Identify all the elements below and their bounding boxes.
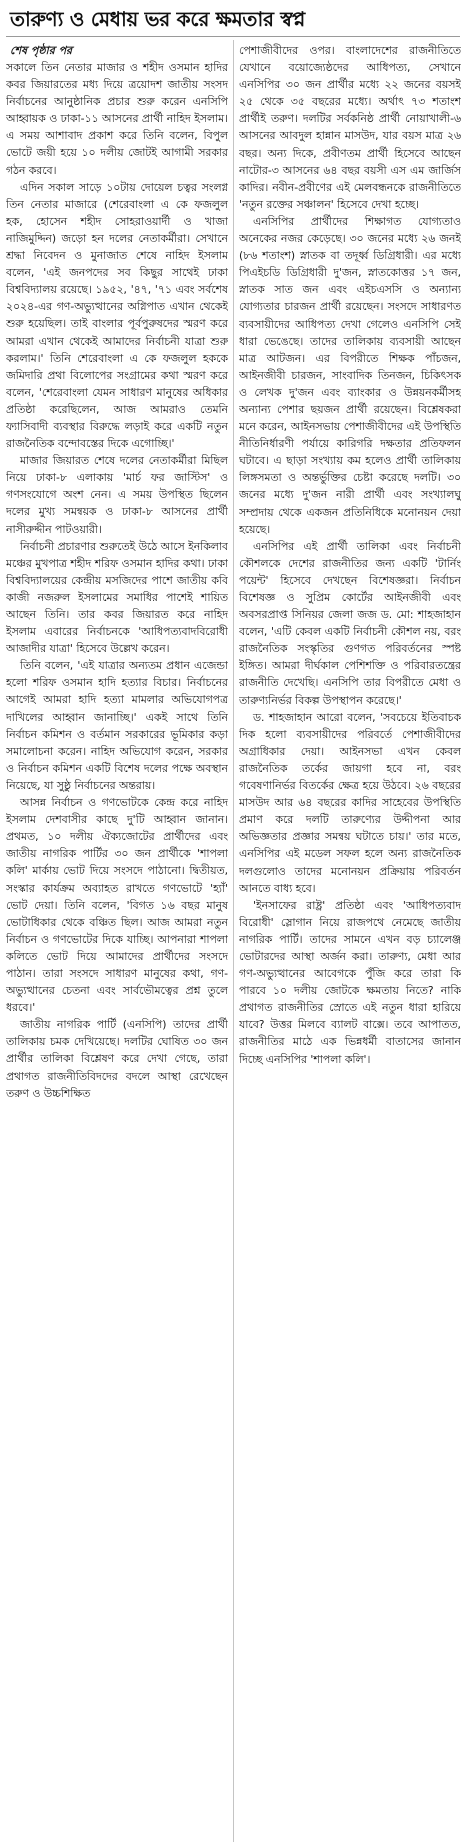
- paragraph: ড. শাহজাহান আরো বলেন, 'সবচেয়ে ইতিবাচক দিক হলো ব্যবসায়ীদের পরিবর্তে পেশাজীবীদের অগ্রাধিকার দেয়া। আইনসভা এখন কেবল রাজনৈতিক তর্কের জায়গা হবে না, বরং গবেষণানির্ভর বিতর্কের ক্ষেত্র হয়ে উঠবে। ২৬ বছরের মাসউদ আর ৬৪ বছরের কাদির সাহেবের উপস্থিতি প্রমাণ করে দলটি তারুণ্যের উদ্দীপনা আর অভিজ্ঞতার প্রজ্ঞার সমন্বয় ঘটাতে চায়।' তার মতে, এনসিপির এই মডেল সফল হলে অন্য রাজনৈতিক দলগুলোও তাদের মনোনয়ন প্রক্রিয়ায় পরিবর্তন আনতে বাধ্য হবে।: [239, 710, 461, 895]
- paragraph: নির্বাচনী প্রচারণার শুরুতেই উঠে আসে ইনকিলাব মঞ্চের মুখপাত্র শহীদ শরিফ ওসমান হাদির কথা। ঢাকা বিশ্ববিদ্যালয়ের কেন্দ্রীয় মসজিদের পাশে জাতীয় কবি কাজী নজরুল ইসলামের সমাধির পাশেই শায়িত আছেন তিনি। তার কবর জিয়ারত করে নাহিদ ইসলাম এবারের নির্বাচনকে 'আধিপত্যবাদবিরোধী আজাদীর যাত্রা' হিসেবে উল্লেখ করেন।: [6, 539, 228, 656]
- paragraph: পেশাজীবীদের ওপর। বাংলাদেশের রাজনীতিতে যেখানে বয়োজ্যেষ্ঠদের আধিপত্য, সেখানে এনসিপির ৩০ জন প্রার্থীর মধ্যে ২২ জনের বয়সই ২৫ থেকে ৩৫ বছরের মধ্যে। অর্থাৎ ৭৩ শতাংশ প্রার্থীই তরুণ। দলটির সর্বকনিষ্ঠ প্রার্থী নোয়াখালী-৬ আসনের আবদুল হান্নান মাসউদ, যার বয়স মাত্র ২৬ বছর। অন্য দিকে, প্রবীণতম প্রার্থী হিসেবে আছেন নাটোর-৩ আসনের ৬৪ বছর বয়সী এস এম জার্জিস কাদির। নবীন-প্রবীণের এই মেলবন্ধনকে রাজনীতিতে 'নতুন রক্তের সঞ্চালন' হিসেবে দেখা হচ্ছে।: [239, 44, 461, 211]
- paragraph: মাজার জিয়ারত শেষে দলের নেতাকর্মীরা মিছিল নিয়ে ঢাকা-৮ এলাকায় 'মার্চ ফর জাস্টিস' ও গণসংযোগে অংশ নেন। এ সময় উপস্থিত ছিলেন দলের মুখ্য সমন্বয়ক ও ঢাকা-৮ আসনের প্রার্থী নাসীরুদ্দীন পাটওয়ারী।: [6, 454, 228, 536]
- paragraph: এনসিপির প্রার্থীদের শিক্ষাগত যোগ্যতাও অনেকের নজর কেড়েছে। ৩০ জনের মধ্যে ২৬ জনই (৮৬ শতাংশ) স্নাতক বা তদূর্ধ্ব ডিগ্রিধারী। এর মধ্যে পিএইচডি ডিগ্রিধারী দু'জন, স্নাতকোত্তর ১৭ জন, স্নাতক সাত জন এবং এইচএসসি ও অন্যান্য যোগ্যতার চারজন প্রার্থী রয়েছেন। সংসদে সাধারণত ব্যবসায়ীদের আধিপত্য দেখা গেলেও এনসিপি সেই ধারা ভেঙেছে। তাদের তালিকায় ব্যবসায়ী আছেন মাত্র আটজন। এর বিপরীতে শিক্ষক পাঁচজন, আইনজীবী চারজন, সাংবাদিক তিনজন, চিকিৎসক ও লেখক দু'জন এবং ব্যাংকার ও উন্নয়নকর্মীসহ অন্যান্য পেশার ছয়জন প্রার্থী রয়েছেন। বিশ্লেষকরা মনে করেন, আইনসভায় পেশাজীবীদের এই উপস্থিতি নীতিনির্ধারণী পর্যায়ে কারিগরি দক্ষতার প্রতিফলন ঘটাবে। এ ছাড়া সংখ্যায় কম হলেও প্রার্থী তালিকায় লিঙ্গসমতা ও অন্তর্ভুক্তির চেষ্টা করেছে দলটি। ৩০ জনের মধ্যে দু'জন নারী প্রার্থী এবং সংখ্যালঘু সম্প্রদায় থেকে একজন প্রতিনিধিকে মনোনয়ন দেয়া হয়েছে।: [239, 214, 461, 536]
- left-column: [6, 42, 228, 1842]
- paragraph: আসন্ন নির্বাচন ও গণভোটকে কেন্দ্র করে নাহিদ ইসলাম দেশবাসীর কাছে দু'টি আহ্বান জানান। প্রথমত, ১০ দলীয় ঐক্যজোটের প্রার্থীদের এবং জাতীয় নাগরিক পার্টির ৩০ জন প্রার্থীকে 'শাপলা কলি' মার্কায় ভোট দিয়ে সংসদে পাঠানো। দ্বিতীয়ত, সংস্কার কার্যক্রম অব্যাহত রাখতে গণভোটে 'হ্যাঁ' ভোট দেয়া। তিনি বলেন, 'বিগত ১৬ বছর মানুষ ভোটাধিকার থেকে বঞ্চিত ছিল। আজ আমরা নতুন নির্বাচন ও গণভোটের দিকে যাচ্ছি। আপনারা শাপলা কলিতে ভোট দিয়ে আমাদের প্রার্থীদের সংসদে পাঠান। তারা সংসদে সাধারণ মানুষের কথা, গণ-অভ্যুত্থানের চেতনা এবং সার্বভৌমত্বের প্রশ্ন তুলে ধরবে।': [6, 796, 228, 1015]
- paragraph: 'ইনসাফের রাষ্ট্র' প্রতিষ্ঠা এবং 'আধিপত্যবাদ বিরোধী' স্লোগান নিয়ে রাজপথে নেমেছে জাতীয় নাগরিক পার্টি। তাদের সামনে এখন বড় চ্যালেঞ্জ ভোটারদের আস্থা অর্জন করা। তারুণ্য, মেধা আর গণ-অভ্যুত্থানের আবেগকে পুঁজি করে তারা কি পারবে ১০ দলীয় জোটকে ক্ষমতায় নিতে? নাকি প্রথাগত রাজনীতির স্রোতে এই নতুন ধারা হারিয়ে যাবে? উত্তর মিলবে ব্যালট বাক্সে। তবে আপাতত, রাজনীতির মাঠে এক ভিন্নধর্মী বাতাসের জানান দিচ্ছে এনসিপির 'শাপলা কলি'।: [239, 898, 461, 1066]
- headline-rule: [6, 36, 460, 37]
- right-column: [239, 42, 461, 1842]
- paragraph: সকালে তিন নেতার মাজার ও শহীদ ওসমান হাদির কবর জিয়ারতের মধ্য দিয়ে ত্রয়োদশ জাতীয় সংসদ নির্বাচনের আনুষ্ঠানিক প্রচার শুরু করেন এনসিপি আহ্বায়ক ও ঢাকা-১১ আসনের প্রার্থী নাহিদ ইসলাম। এ সময় আশাবাদ প্রকাশ করে তিনি বলেন, বিপুল ভোটে জয়ী হয়ে ১০ দলীয় জোটই আগামী সরকার গঠন করবে।: [6, 61, 228, 177]
- jump-line: শেষ পৃষ্ঠার পর: [10, 44, 73, 57]
- paragraph: এনসিপির এই প্রার্থী তালিকা এবং নির্বাচনী কৌশলকে দেশের রাজনীতির জন্য একটি 'টার্নিং পয়েন্ট' হিসেবে দেখছেন বিশেষজ্ঞরা। নির্বাচন বিশেষজ্ঞ ও সুপ্রিম কোর্টের আইনজীবী এবং অবসরপ্রাপ্ত সিনিয়র জেলা জজ ড. মো: শাহজাহান বলেন, 'এটি কেবল একটি নির্বাচনী কৌশল নয়, বরং রাজনৈতিক সংস্কৃতির গুণগত পরিবর্তনের স্পষ্ট ইঙ্গিত। আমরা দীর্ঘকাল পেশিশক্তি ও পরিবারতন্ত্রের রাজনীতি দেখেছি। এনসিপি তার বিপরীতে মেধা ও তারুণ্যনির্ভর বিকল্প উপস্থাপন করেছে।': [239, 539, 461, 707]
- article-headline: তারুণ্য ও মেধায় ভর করে ক্ষমতার স্বপ্ন: [10, 7, 306, 31]
- column-divider: [233, 40, 234, 1842]
- paragraph: এদিন সকাল সাড়ে ১০টায় দোয়েল চত্বর সংলগ্ন তিন নেতার মাজারে (শেরেবাংলা এ কে ফজলুল হক, হোসেন শহীদ সোহরাওয়ার্দী ও খাজা নাজিমুদ্দিন) জড়ো হন দলের নেতাকর্মীরা। সেখানে শ্রদ্ধা নিবেদন ও মুনাজাত শেষে নাহিদ ইসলাম বলেন, 'এই জনপদের সব কিছুর সাথেই ঢাকা বিশ্ববিদ্যালয় রয়েছে। ১৯৫২, '৪৭, '৭১ এবং সর্বশেষ ২০২৪-এর গণ-অভ্যুত্থানের অগ্নিপাত এখান থেকেই শুরু হয়েছিল। তাই বাংলার পূর্বপুরুষদের স্মরণ করে আমরা এখান থেকেই আমাদের নির্বাচনী যাত্রা শুরু করলাম।' তিনি শেরেবাংলা এ কে ফজলুল হককে জমিদারি প্রথা বিলোপের সংগ্রামের কথা স্মরণ করে বলেন, 'শেরেবাংলা যেমন সাধারণ মানুষের অধিকার প্রতিষ্ঠা করেছিলেন, আজ আমরাও তেমনি ফ্যাসিবাদী ব্যবস্থার বিরুদ্ধে লড়াই করে একটি নতুন রাজনৈতিক বন্দোবস্তের দিকে এগোচ্ছি।': [6, 180, 228, 451]
- paragraph: জাতীয় নাগরিক পার্টি (এনসিপি) তাদের প্রার্থী তালিকায় চমক দেখিয়েছে। দলটির ঘোষিত ৩০ জন প্রার্থীর তালিকা বিশ্লেষণ করে দেখা গেছে, তারা প্রথাগত রাজনীতিবিদদের বদলে আস্থা রেখেছেন তরুণ ও উচ্চশিক্ষিত: [6, 1018, 228, 1100]
- paragraph: তিনি বলেন, 'এই যাত্রার অন্যতম প্রধান এজেন্ডা হলো শরিফ ওসমান হাদি হত্যার বিচার। নির্বাচনের আগেই আমরা হাদি হত্যা মামলার অভিযোগপত্র দাখিলের আহ্বান জানাচ্ছি।' একই সাথে তিনি নির্বাচন কমিশন ও বর্তমান সরকারের ভূমিকার কড়া সমালোচনা করেন। নাহিদ অভিযোগ করেন, সরকার ও নির্বাচন কমিশন একটি বিশেষ দলের পক্ষে অবস্থান নিয়েছে, যা সুষ্ঠু নির্বাচনের অন্তরায়।: [6, 659, 228, 792]
